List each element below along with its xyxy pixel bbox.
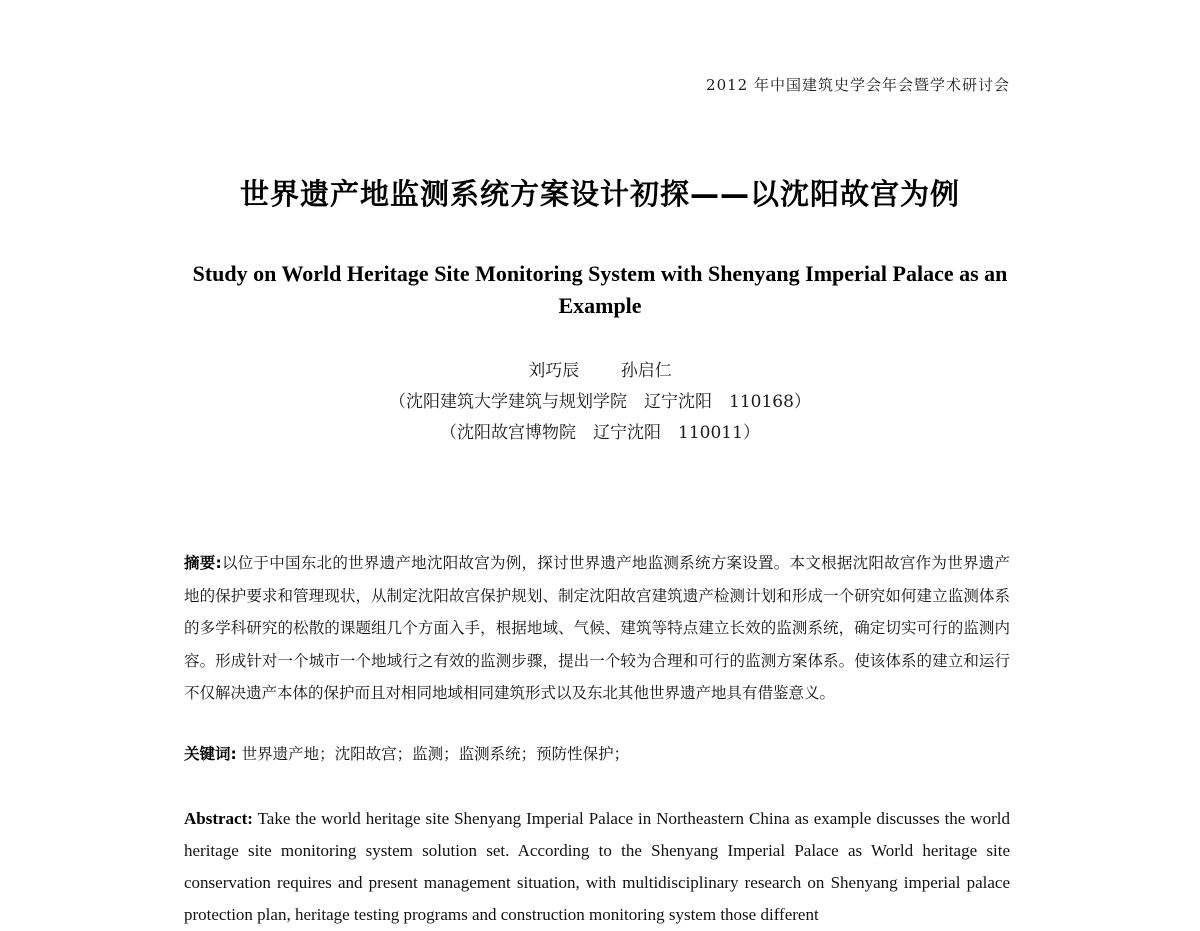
abstract-chinese-text: 以位于中国东北的世界遗产地沈阳故宫为例，探讨世界遗产地监测系统方案设置。本文根据沈阳故宫作为世界遗产地的保护要求和管理现状，从制定沈阳故宫保护规划、制定沈阳故宫建筑遗产检测计划和形成一个研究如何建立监测体系的多学科研究的松散的课题组几个方面入手，根据地域、气候、建筑等特点建立长效的监测系统，确定切实可行的监测内容。形成针对一个城市一个地域行之有效的监测步骤，提出一个较为合理和可行的监测方案体系。使该体系的建立和运行不仅解决遗产本体的保护而且对相同地域相同建筑形式以及东北其他世界遗产地具有借鉴意义。	[184, 554, 1010, 702]
paper-title-chinese: 世界遗产地监测系统方案设计初探——以沈阳故宫为例	[239, 177, 960, 211]
paper-title-english: Study on World Heritage Site Monitoring System with Shenyang Imperial Palace as an Example	[192, 261, 1008, 318]
author-affiliation: （沈阳故宫博物院 辽宁沈阳 110011）	[440, 423, 760, 443]
running-header: 2012 年中国建筑史学会年会暨学术研讨会	[706, 76, 1010, 94]
abstract-english-text: Take the world heritage site Shenyang Imperial Palace in Northeastern China as example discusses the world heritage site monitoring system solution set. According to the Shenyang Imperial Palace as World heritage site conservation requires and present management situation, with multidisciplinary research on Shenyang imperial palace protection plan, heritage testing programs and construction monitoring system those different	[184, 809, 1010, 924]
author-names	[0, 356, 1200, 387]
author-block	[0, 356, 1200, 449]
author-affiliation: （沈阳建筑大学建筑与规划学院 辽宁沈阳 110168）	[389, 392, 811, 412]
author-name: 刘巧辰	[528, 361, 580, 381]
abstract-chinese-label: 摘要:	[184, 554, 222, 572]
abstract-english-label: Abstract:	[184, 809, 253, 828]
abstract-chinese	[184, 547, 1010, 710]
keywords-text: 世界遗产地；沈阳故宫；监测；监测系统；预防性保护；	[241, 745, 630, 763]
abstract-english	[184, 803, 1010, 931]
keywords	[184, 741, 1010, 767]
keywords-label: 关键词:	[184, 745, 237, 763]
author-name: 孙启仁	[620, 361, 672, 381]
